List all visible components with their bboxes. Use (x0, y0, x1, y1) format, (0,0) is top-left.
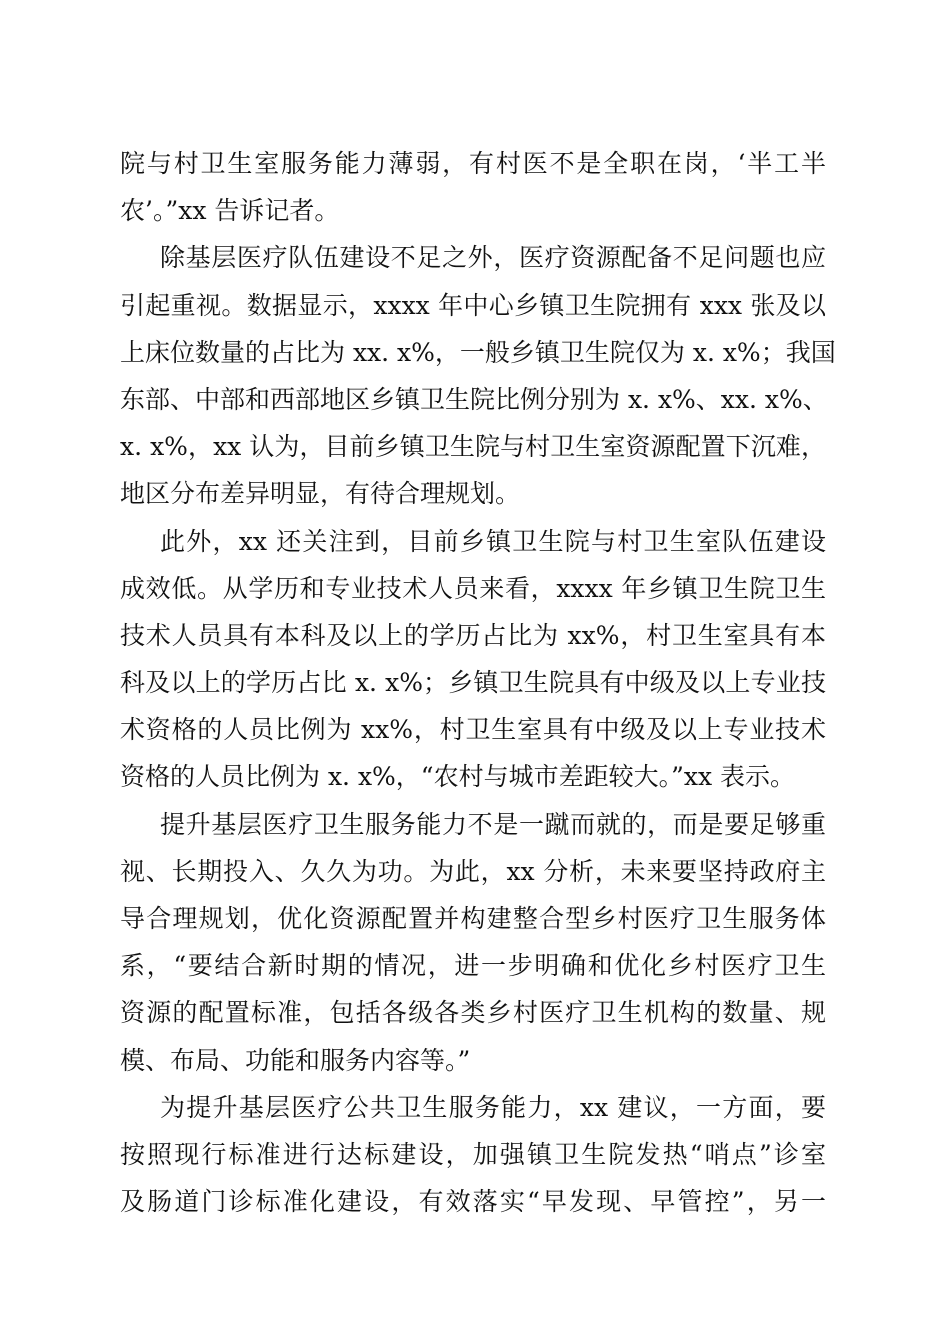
text-line: 地区分布差异明显，有待合理规划。 (120, 479, 521, 509)
text-line: 资格的人员比例为 x. x%，“农村与城市差距较大。”xx 表示。 (120, 762, 796, 792)
text-line: 系，“要结合新时期的情况，进一步明确和优化乡村医疗卫生 (120, 951, 826, 981)
text-line: 科及以上的学历占比 x. x%；乡镇卫生院具有中级及以上专业技 (120, 668, 826, 698)
article-body (120, 140, 836, 1225)
text-line: 及肠道门诊标准化建设，有效落实“早发现、早管控”，另一 (120, 1187, 826, 1217)
text-line: 此外，xx 还关注到，目前乡镇卫生院与村卫生室队伍建设 (160, 526, 826, 556)
text-line: 导合理规划，优化资源配置并构建整合型乡村医疗卫生服务体 (120, 904, 826, 933)
text-line: 术资格的人员比例为 xx%，村卫生室具有中级及以上专业技术 (120, 715, 826, 745)
text-line: 东部、中部和西部地区乡镇卫生院比例分别为 x. x%、xx. x%、 (120, 384, 828, 414)
text-line: 院与村卫生室服务能力薄弱，有村医不是全职在岗，‘半工半 (120, 149, 826, 178)
paragraph-3 (120, 518, 826, 801)
paragraph-1 (120, 140, 826, 234)
text-line: 引起重视。数据显示，xxxx 年中心乡镇卫生院拥有 xxx 张及以 (120, 290, 826, 320)
text-line: 农’。”xx 告诉记者。 (120, 196, 340, 226)
paragraph-2 (120, 234, 836, 517)
text-line: 按照现行标准进行达标建设，加强镇卫生院发热“哨点”诊室 (120, 1139, 826, 1169)
text-line: 为提升基层医疗公共卫生服务能力，xx 建议，一方面，要 (160, 1092, 826, 1122)
text-line: 除基层医疗队伍建设不足之外，医疗资源配备不足问题也应 (160, 243, 826, 273)
text-line: 技术人员具有本科及以上的学历占比为 xx%，村卫生室具有本 (120, 620, 826, 650)
text-line: 视、长期投入、久久为功。为此，xx 分析，未来要坚持政府主 (120, 856, 826, 886)
text-line: 成效低。从学历和专业技术人员来看，xxxx 年乡镇卫生院卫生 (120, 573, 826, 603)
text-line: x. x%，xx 认为，目前乡镇卫生院与村卫生室资源配置下沉难， (120, 432, 826, 462)
text-line: 上床位数量的占比为 xx. x%，一般乡镇卫生院仅为 x. x%；我国 (120, 337, 836, 367)
text-line: 资源的配置标准，包括各级各类乡村医疗卫生机构的数量、规 (120, 998, 826, 1028)
paragraph-4 (120, 801, 826, 1084)
text-line: 提升基层医疗卫生服务能力不是一蹴而就的，而是要足够重 (160, 809, 826, 839)
text-line: 模、布局、功能和服务内容等。” (120, 1045, 471, 1075)
paragraph-5 (120, 1084, 826, 1226)
